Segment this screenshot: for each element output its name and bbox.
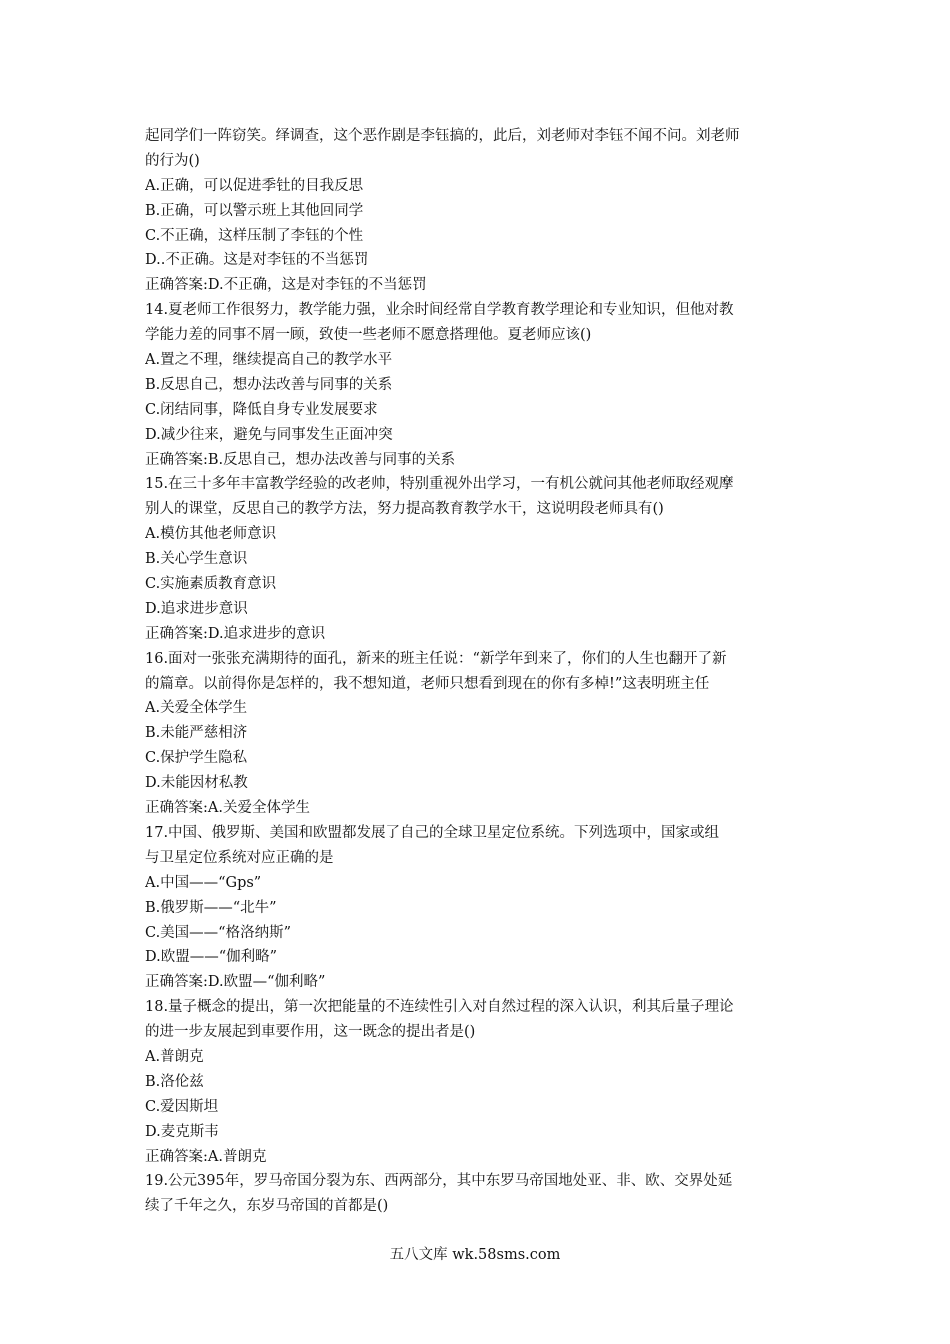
- text-line: 正确答案:D.不正确，这是对李钰的不当惩罚: [145, 277, 427, 294]
- text-line: A.关爱全体学生: [145, 700, 248, 717]
- text-line: 14.夏老师工作很努力，教学能力强，业余时间经常自学教育教学理论和专业知识，但他对教: [145, 302, 734, 319]
- text-line: A.正确，可以促进季钍的目我反思: [145, 177, 364, 194]
- text-line: 正确答案:A.关爱全体学生: [145, 800, 310, 817]
- text-line: 学能力差的同事不屑一顾，致使一些老师不愿意搭理他。夏老师应该(): [145, 327, 592, 344]
- text-line: 正确答案:B.反思自己，想办法改善与同事的关系: [145, 451, 456, 468]
- text-line: B.俄罗斯——“北牛”: [145, 899, 277, 916]
- text-line: 正确答案:A.普朗克: [145, 1148, 267, 1165]
- text-line: D.麦克斯韦: [145, 1123, 219, 1140]
- text-line: 别人的课堂，反思自己的教学方法，努力提高教育教学水干，这说明段老师具有(): [145, 501, 664, 518]
- text-line: 的行为(): [145, 152, 200, 169]
- text-line: 的进一步友展起到車要作用，这一既念的提出者是(): [145, 1024, 476, 1041]
- text-line: 与卫星定位系统对应正确的是: [145, 849, 334, 866]
- text-line: C.闭结同事，降低自身专业发展要求: [145, 401, 378, 418]
- document-body: [145, 124, 809, 1219]
- text-line: C.美国——“格洛纳斯”: [145, 924, 292, 941]
- text-line: 的篇章。以前得你是怎样的，我不想知道，老师只想看到现在的你有多棹!”这表明班主任: [145, 675, 710, 692]
- text-line: A.普朗克: [145, 1048, 204, 1065]
- text-line: A.中国——“Gps”: [145, 874, 262, 891]
- text-line: B.洛伦兹: [145, 1073, 204, 1090]
- text-line: C.爱因斯坦: [145, 1098, 219, 1115]
- page-footer: 五八文库 wk.58sms.com: [389, 1247, 561, 1263]
- text-line: A.置之不理，继续提高自己的教学水平: [145, 352, 393, 369]
- text-line: C.不正确，这样压制了李钰的个性: [145, 227, 364, 244]
- text-line: D..不正确。这是对李钰的不当惩罚: [145, 252, 369, 269]
- text-line: A.模仿其他老师意识: [145, 526, 277, 543]
- text-line: 起同学们一阵窃笑。绎调查，这个恶作剧是李钰搞的，此后，刘老师对李钰不闻不问。刘老师: [145, 128, 740, 144]
- text-line: 续了千年之久，东岁马帝国的首都是(): [145, 1198, 389, 1215]
- text-line: B.关心学生意识: [145, 551, 248, 568]
- text-line: 正确答案:D.追求进步的意识: [145, 625, 326, 642]
- text-line: B.正确，可以警示班上其他回同学: [145, 202, 364, 219]
- text-line: C.实施素质教育意识: [145, 576, 277, 593]
- text-line: D.追求进步意识: [145, 600, 248, 617]
- text-line: D.未能因材私教: [145, 775, 248, 792]
- text-line: 15.在三十多年丰富教学经验的改老帅，特别重视外出学习，一有机公就问其他老师取经观摩: [145, 476, 734, 493]
- text-line: D.减少往来，避免与同事发生正面冲突: [145, 426, 393, 443]
- text-line: 17.中国、俄罗斯、美国和欧盟都发展了自己的全球卫星定位系统。下列选项中，国家或组: [145, 824, 720, 841]
- text-line: 正确答案:D.欧盟—“伽利略”: [145, 974, 326, 991]
- text-line: 18.量子概念的提出，第一次把能量的不连续性引入对自然过程的深入认识，利其后量子理论: [145, 999, 734, 1016]
- text-line: D.欧盟——“伽利略”: [145, 949, 278, 966]
- text-line: B.未能严慈相济: [145, 725, 248, 742]
- text-line: B.反思自己，想办法改善与同事的关系: [145, 376, 393, 393]
- text-line: 19.公元395年，罗马帝国分裂为东、西两部分，其中东罗马帝国地处亚、非、欧、交界处延: [145, 1173, 733, 1190]
- text-line: C.保护学生隐私: [145, 750, 248, 767]
- text-line: 16.面对一张张充满期待的面孔，新来的班主任说：“新学年到来了，你们的人生也翻开了新: [145, 650, 727, 667]
